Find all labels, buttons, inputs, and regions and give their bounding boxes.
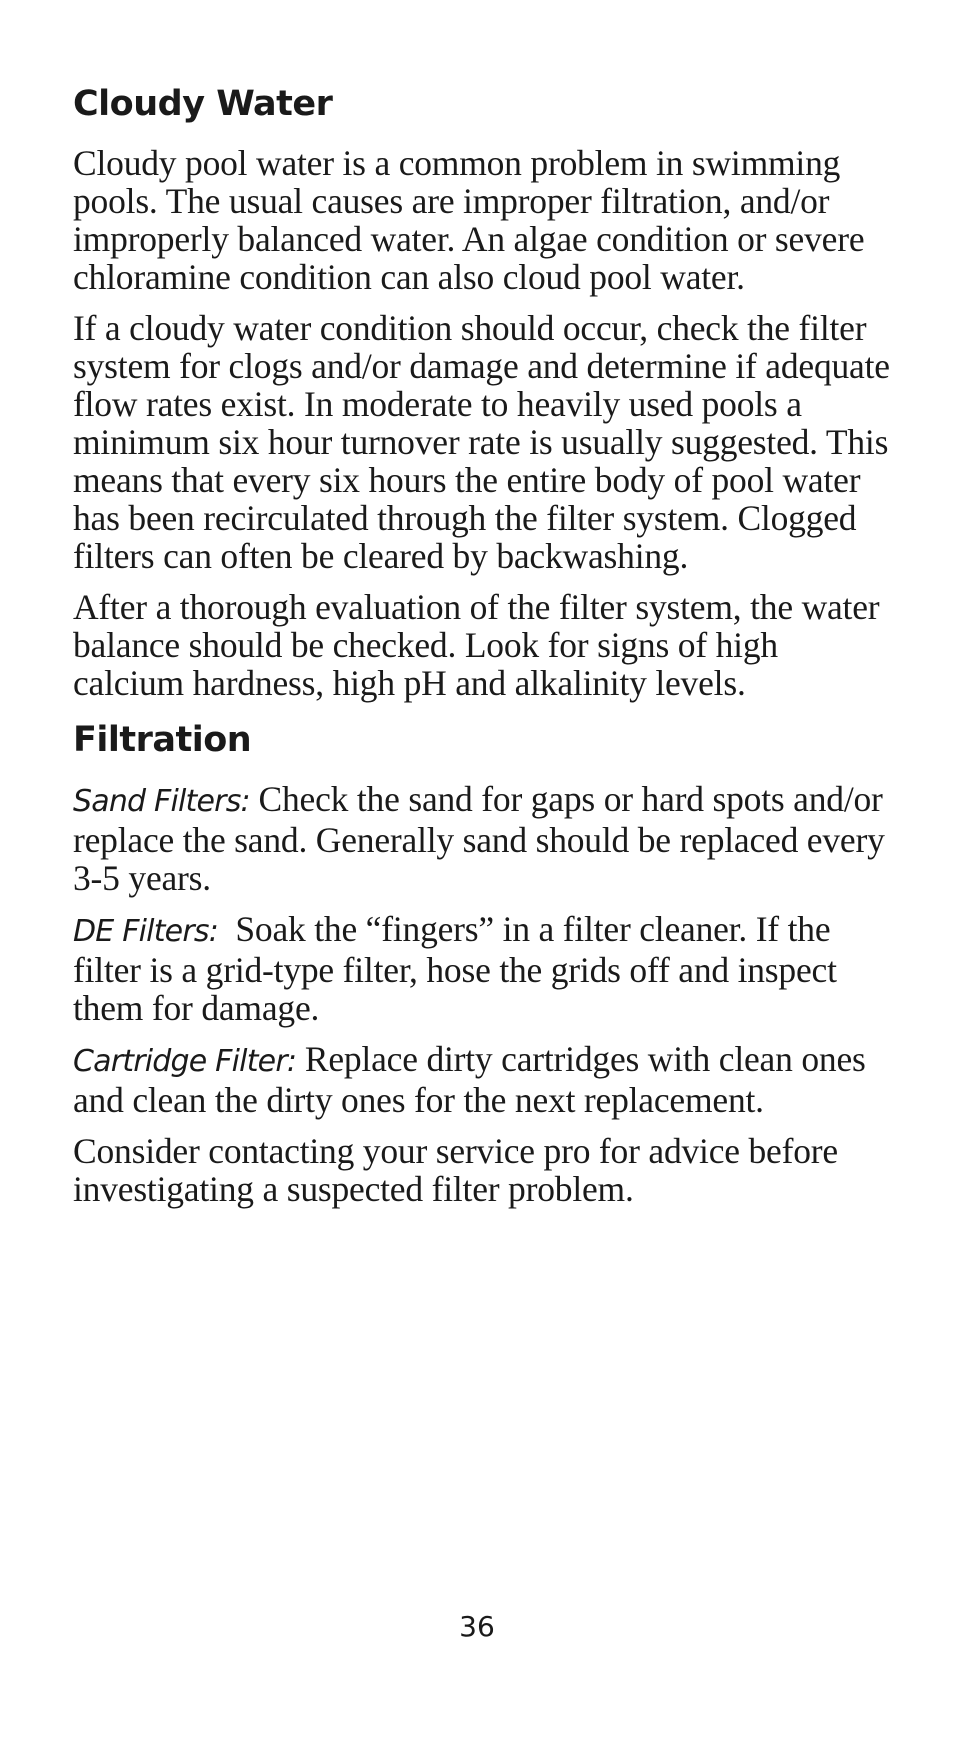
section-heading-filtration: Filtration <box>73 720 252 760</box>
filter-item-text: Check the sand for gaps or hard spots and/or replace the sand. Generally sand should be replaced every 3-5 years. <box>73 779 885 898</box>
page-content <box>73 84 893 1221</box>
page-number: 36 <box>459 1610 495 1643</box>
filter-item-text: Replace dirty cartridges with clean ones and clean the dirty ones for the next replacement. <box>73 1039 866 1120</box>
paragraph-service-pro: Consider contacting your service pro for advice before investigating a suspected filter problem. <box>73 1131 838 1209</box>
filter-item-de <box>73 910 893 1027</box>
filter-item-sand <box>73 780 893 897</box>
filter-item-lead: Cartridge Filter: <box>73 1044 297 1079</box>
paragraph-cloudy-causes: Cloudy pool water is a common problem in swimming pools. The usual causes are improper filtration, and/or improperly balanced water. An algae condition or severe chloramine condition can also cloud pool water. <box>73 143 865 297</box>
paragraph-filter-check: If a cloudy water condition should occur, check the filter system for clogs and/or damage and determine if adequate flow rates exist. In moderate to heavily used pools a minimum six hour turnover rate is usually suggested. This means that every six hours the entire body of pool water has been recirculated through the filter system. Clogged filters can often be cleared by backwashing. <box>73 308 890 576</box>
filter-item-text: Soak the “fingers” in a filter cleaner. If the filter is a grid-type filter, hose the grids off and inspect them for damage. <box>73 909 846 1028</box>
paragraph-water-balance: After a thorough evaluation of the filter system, the water balance should be checked. Look for signs of high calcium hardness, high pH and alkalinity levels. <box>73 587 880 703</box>
filter-item-lead: Sand Filters: <box>73 784 250 819</box>
filter-item-lead: DE Filters: <box>73 914 219 949</box>
section-heading-cloudy-water: Cloudy Water <box>73 84 333 124</box>
filter-item-cartridge <box>73 1040 893 1119</box>
